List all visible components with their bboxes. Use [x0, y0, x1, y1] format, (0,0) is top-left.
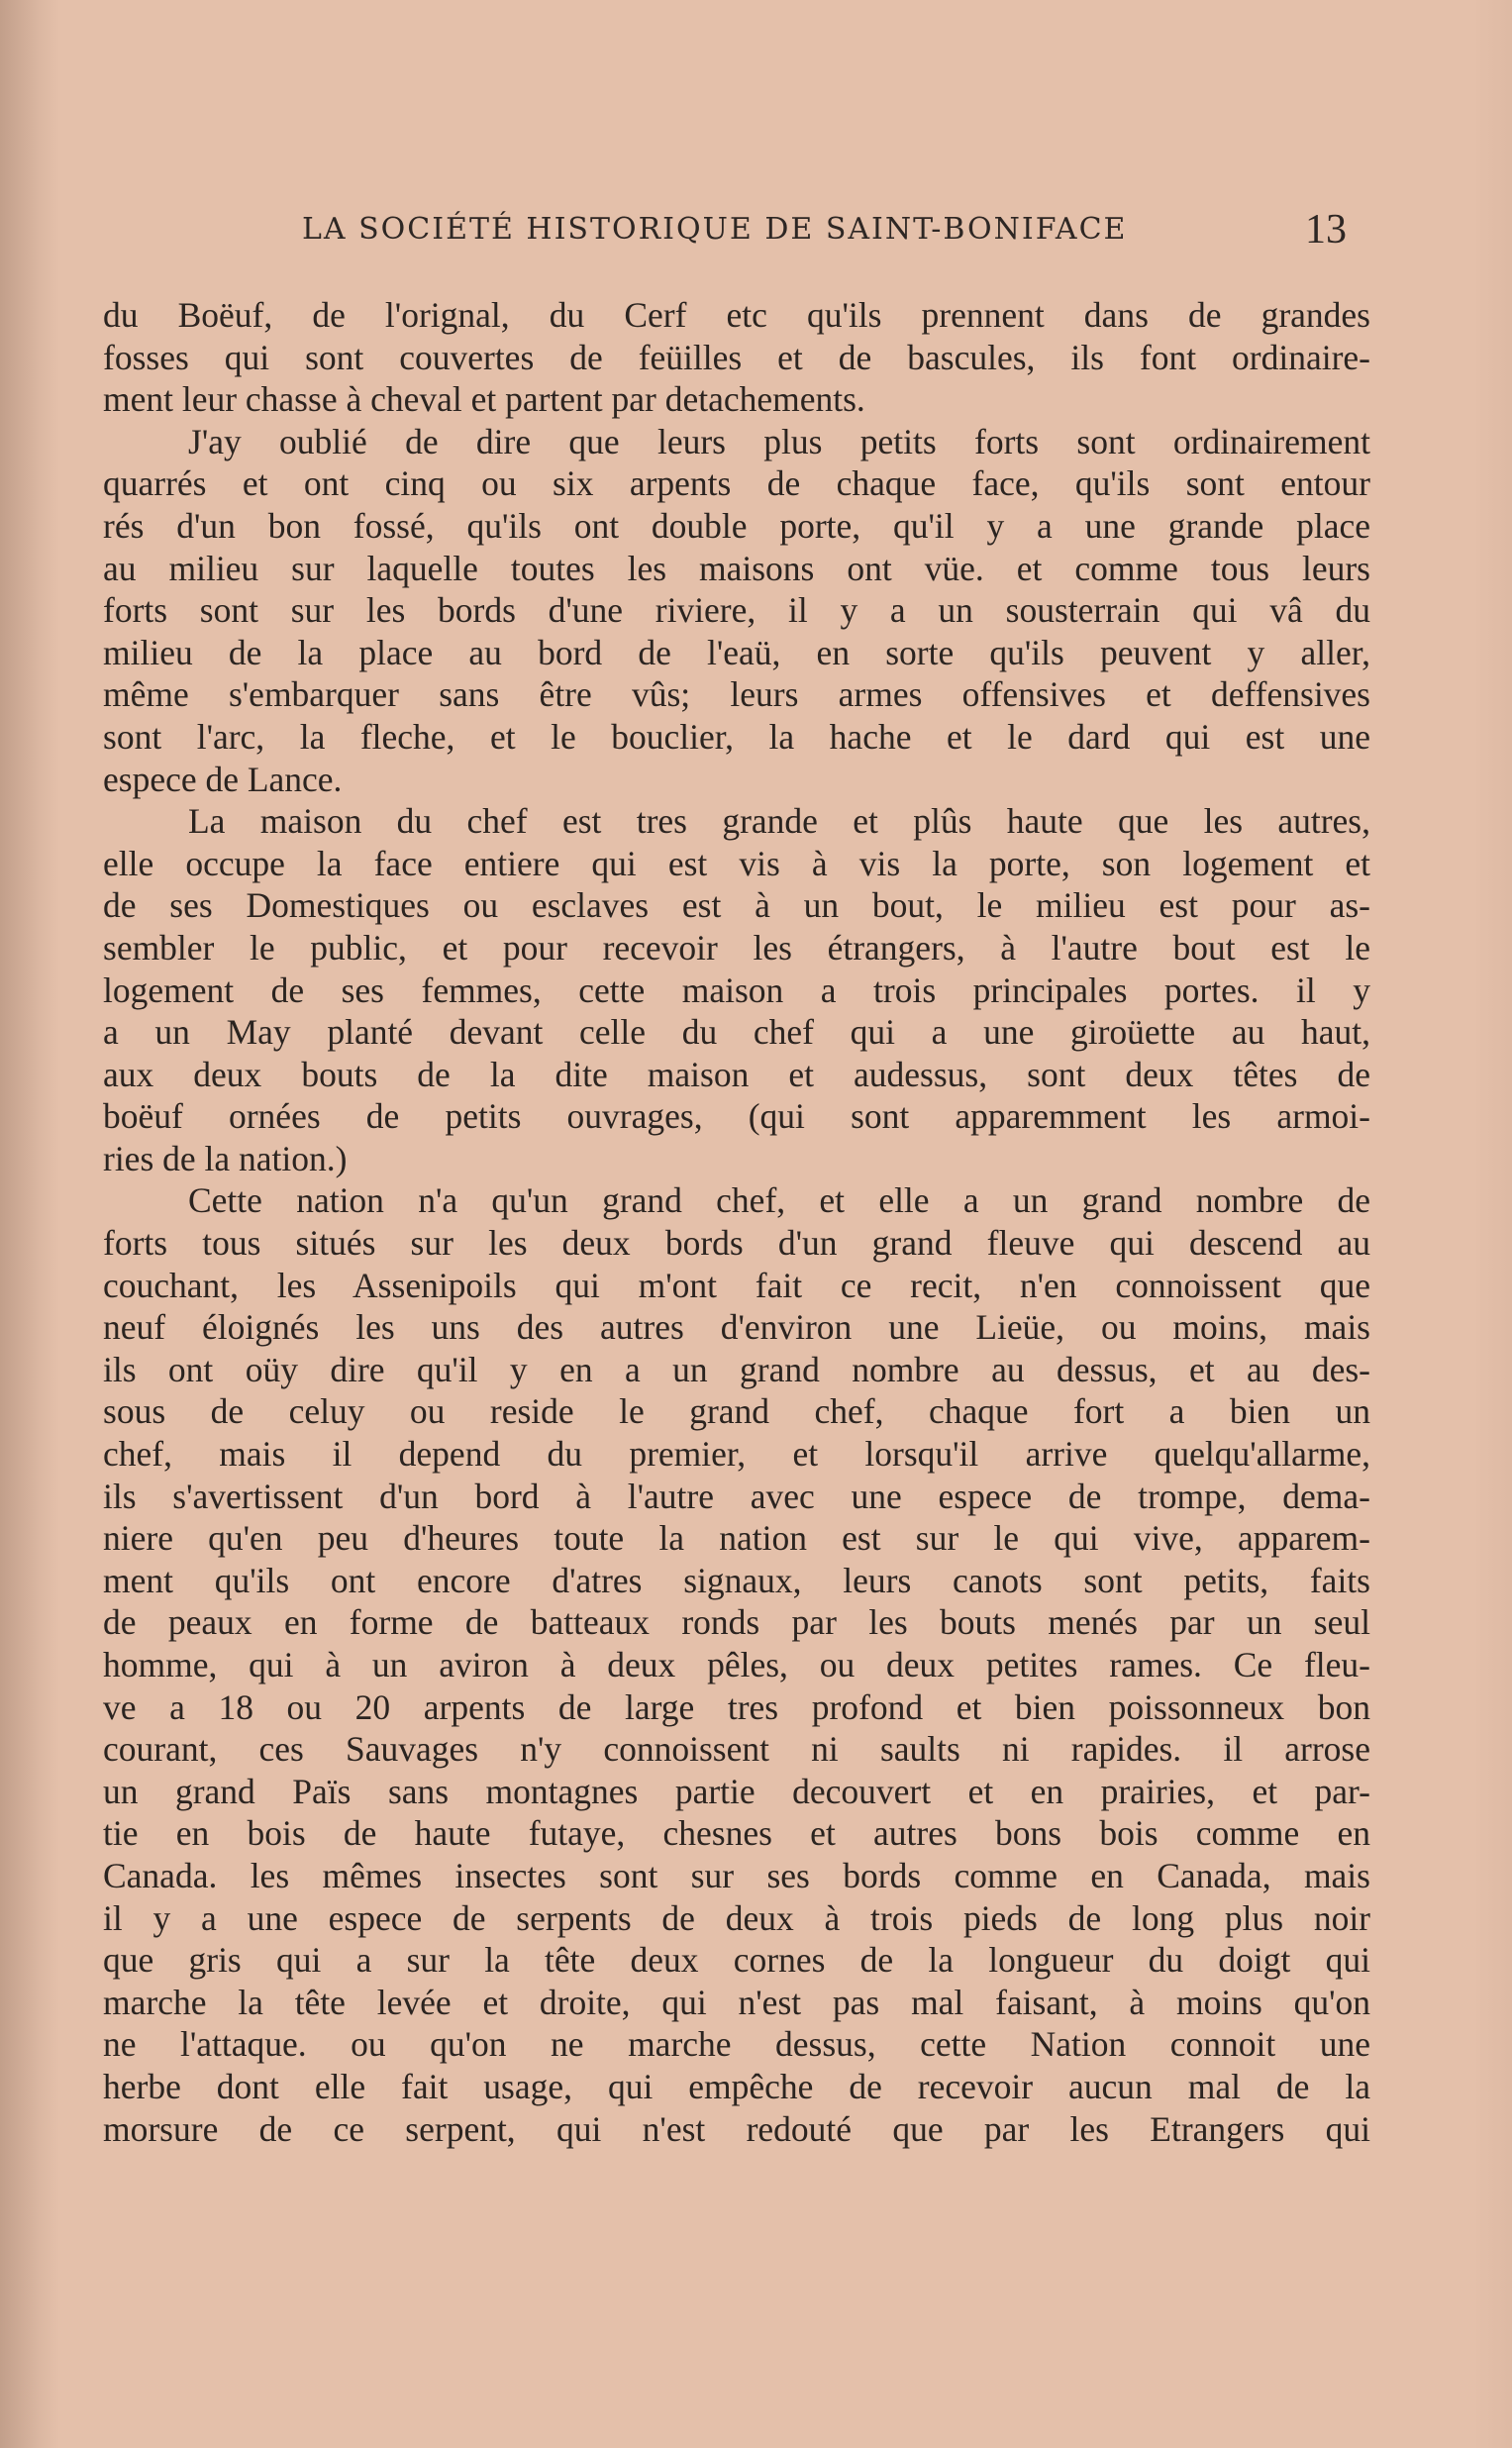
paragraph-4	[103, 1179, 1370, 2150]
text-line: quarrés et ont cinq ou six arpents de chaque face, qu'ils sont entour	[103, 463, 1370, 504]
text-line: rés d'un bon fossé, qu'ils ont double porte, qu'il y a une grande place	[103, 505, 1370, 546]
text-line: courant, ces Sauvages n'y connoissent ni saults ni rapides. il arrose	[103, 1729, 1370, 1770]
paragraph-3	[103, 800, 1370, 1179]
paragraph-2	[103, 421, 1370, 800]
text-line: logement de ses femmes, cette maison a trois principales portes. il y	[103, 969, 1370, 1010]
text-line: herbe dont elle fait usage, qui empêche de recevoir aucun mal de la	[103, 2066, 1370, 2106]
text-line: couchant, les Assenipoils qui m'ont fait ce recit, n'en connoissent que	[103, 1265, 1370, 1305]
text-line: elle occupe la face entiere qui est vis à vis la porte, son logement et	[103, 843, 1370, 883]
text-line: forts sont sur les bords d'une riviere, il y a un sousterrain qui vâ du	[103, 590, 1370, 631]
text-line: ils s'avertissent d'un bord à l'autre avec une espece de trompe, dema-	[103, 1476, 1370, 1516]
text-line: espece de Lance.	[103, 759, 343, 799]
text-line: que gris qui a sur la tête deux cornes de la longueur du doigt qui	[103, 1940, 1370, 1981]
text-line: J'ay oublié de dire que leurs plus petits forts sont ordinairement	[188, 421, 1370, 461]
text-line: Canada. les mêmes insectes sont sur ses bords comme en Canada, mais	[103, 1855, 1370, 1895]
body-text	[103, 294, 1370, 2150]
page-header	[0, 206, 1512, 255]
text-line: un grand Païs sans montagnes partie decouvert et en prairies, et par-	[103, 1771, 1370, 1811]
text-line: neuf éloignés les uns des autres d'environ une Lieüe, ou moins, mais	[103, 1307, 1370, 1348]
text-line: au milieu sur laquelle toutes les maisons ont vüe. et comme tous leurs	[103, 548, 1370, 588]
text-line: ries de la nation.)	[103, 1138, 348, 1178]
text-line: sont l'arc, la fleche, et le bouclier, la hache et le dard qui est une	[103, 716, 1370, 757]
text-line: il y a une espece de serpents de deux à trois pieds de long plus noir	[103, 1897, 1370, 1938]
text-line: fosses qui sont couvertes de feüilles et de bascules, ils font ordinaire-	[103, 337, 1370, 377]
text-line: ne l'attaque. ou qu'on ne marche dessus, cette Nation connoit une	[103, 2024, 1370, 2065]
text-line: a un May planté devant celle du chef qui a une giroüette au haut,	[103, 1012, 1370, 1053]
text-line: tie en bois de haute futaye, chesnes et autres bons bois comme en	[103, 1813, 1370, 1854]
text-line: sembler le public, et pour recevoir les étrangers, à l'autre bout est le	[103, 927, 1370, 968]
text-line: aux deux bouts de la dite maison et audessus, sont deux têtes de	[103, 1054, 1370, 1094]
text-line: ment qu'ils ont encore d'atres signaux, leurs canots sont petits, faits	[103, 1560, 1370, 1600]
text-line: marche la tête levée et droite, qui n'est pas mal faisant, à moins qu'on	[103, 1982, 1370, 2022]
text-line: même s'embarquer sans être vûs; leurs armes offensives et deffensives	[103, 674, 1370, 715]
paragraph-1	[103, 294, 1370, 421]
text-line: La maison du chef est tres grande et plûs haute que les autres,	[188, 801, 1370, 842]
page-binding-shadow	[0, 0, 59, 2448]
text-line: milieu de la place au bord de l'eaü, en sorte qu'ils peuvent y aller,	[103, 632, 1370, 672]
page-number: 13	[1305, 207, 1347, 253]
text-line: chef, mais il depend du premier, et lorsqu'il arrive quelqu'allarme,	[103, 1434, 1370, 1475]
text-line: ve a 18 ou 20 arpents de large tres profond et bien poissonneux bon	[103, 1686, 1370, 1727]
text-line: homme, qui à un aviron à deux pêles, ou deux petites rames. Ce fleu-	[103, 1645, 1370, 1684]
text-line: ment leur chasse à cheval et partent par detachements.	[103, 379, 865, 420]
text-line: niere qu'en peu d'heures toute la nation est sur le qui vive, apparem-	[103, 1518, 1370, 1559]
text-line: ils ont oüy dire qu'il y en a un grand nombre au dessus, et au des-	[103, 1349, 1370, 1389]
text-line: de ses Domestiques ou esclaves est à un bout, le milieu est pour as-	[103, 885, 1370, 926]
text-line: morsure de ce serpent, qui n'est redouté que par les Etrangers qui	[103, 2108, 1370, 2149]
text-line: Cette nation n'a qu'un grand chef, et elle a un grand nombre de	[188, 1180, 1370, 1221]
text-line: forts tous situés sur les deux bords d'un grand fleuve qui descend au	[103, 1223, 1370, 1264]
text-line: boëuf ornées de petits ouvrages, (qui sont apparemment les armoi-	[103, 1096, 1370, 1137]
text-line: sous de celuy ou reside le grand chef, chaque fort a bien un	[103, 1391, 1370, 1432]
running-head: LA SOCIÉTÉ HISTORIQUE DE SAINT-BONIFACE	[302, 212, 1128, 247]
text-line: de peaux en forme de batteaux ronds par les bouts menés par un seul	[103, 1602, 1370, 1643]
text-line: du Boëuf, de l'orignal, du Cerf etc qu'ils prennent dans de grandes	[103, 295, 1370, 335]
